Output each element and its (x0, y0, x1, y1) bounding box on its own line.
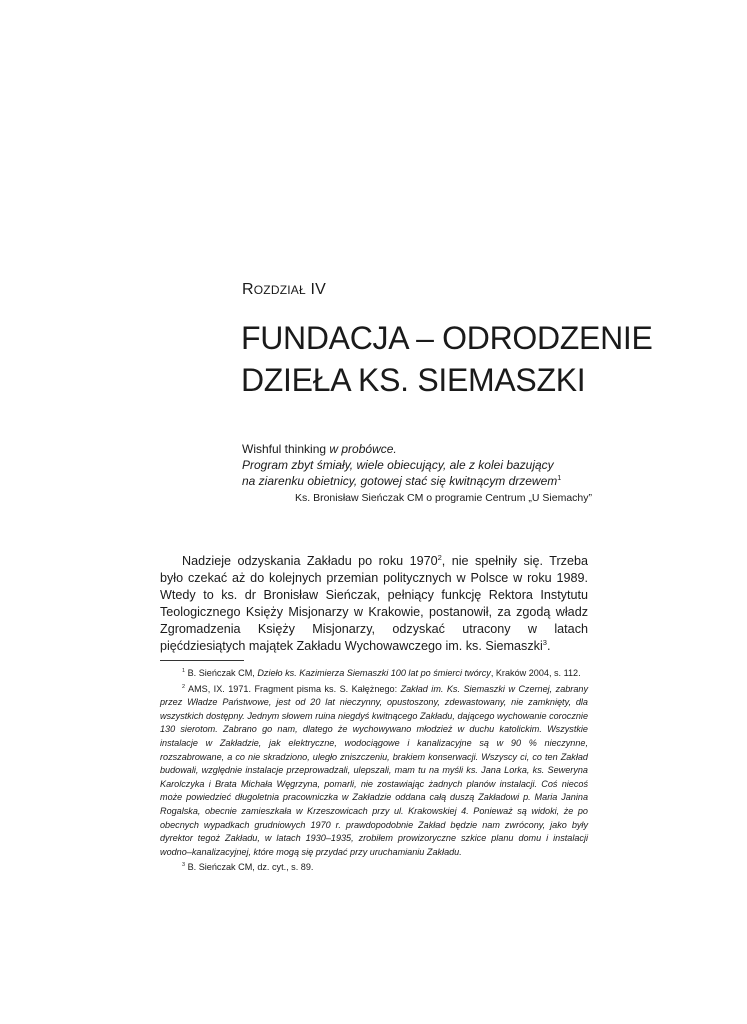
chapter-title-line-1: FUNDACJA – ODRODZENIE (241, 320, 653, 356)
epigraph-source: Ks. Bronisław Sieńczak CM o programie Centrum „U Siemachy” (294, 492, 592, 504)
footnote-1-italic: Dzieło ks. Kazimierza Siemaszki 100 lat po śmierci twórcy (257, 668, 491, 678)
footnote-1-mark: 1 (182, 667, 186, 674)
footnote-1-pre: B. Sieńczak CM, (187, 668, 258, 678)
body-part-2: , nie spełniły się. Trzeba było czekać aż do kolejnych przemian politycznych w Polsce w roku 1989. Wtedy to ks. dr Bronisław Sieńczak, pełniący funkcję Rektora Instytutu Teologicznego Księży Misjonarzy w Krakowie, postanowił, za zgodą władz Zgromadzenia Księży Misjonarzy, odzyskać utracony w latach pięćdziesiątych majątek Zakładu Wychowawczego im. ks. Siemaszki (160, 554, 588, 653)
body-part-1: Nadzieje odzyskania Zakładu po roku 1970 (182, 554, 438, 568)
footnote-ref-3[interactable]: 3 (542, 637, 547, 647)
epigraph-line-3-text: na ziarenku obietnicy, gotowej stać się kwitnącym drzewem (242, 474, 558, 488)
footnote-2-mark: 2 (182, 683, 186, 690)
footnote-1 (160, 667, 588, 681)
footnote-2-pre: AMS, IX. 1971. Fragment pisma ks. S. Kałężnego: (188, 683, 401, 694)
footnote-3-pre: B. Sieńczak CM, dz. cyt., s. 89. (187, 862, 314, 873)
chapter-label-initial: R (242, 281, 254, 298)
footnote-ref-1[interactable]: 1 (557, 473, 562, 482)
chapter-title-line-2: DZIEŁA KS. SIEMASZKI (241, 362, 586, 398)
epigraph-line-2 (242, 457, 592, 473)
chapter-label (242, 281, 326, 299)
body-text (160, 553, 588, 655)
epigraph-line-3 (242, 473, 592, 489)
footnote-2 (160, 683, 588, 860)
body-paragraph (160, 553, 588, 655)
footnote-ref-2[interactable]: 2 (437, 552, 442, 562)
footnote-3 (160, 861, 588, 875)
epigraph-line-1-italic: w probówce. (329, 442, 397, 456)
chapter-label-rest: OZDZIAŁ (253, 283, 306, 297)
epigraph (242, 441, 592, 506)
epigraph-line-1-plain: Wishful thinking (242, 442, 330, 456)
footnote-separator (160, 660, 244, 661)
footnotes (160, 667, 588, 877)
footnote-1-post: , Kraków 2004, s. 112. (490, 668, 581, 678)
epigraph-line-1 (242, 441, 592, 457)
chapter-title (241, 317, 661, 401)
footnote-2-italic: Zakład im. Ks. Siemaszki w Czernej, zabrany przez Władze Państwowe, jest od 20 lat nieczynny, opustoszony, zdewastowany, nie zamknięty, dla wszystkich dostępny. Jednym słowem ruina niegdyś kwitnącego Zakładu, dającego wychowanie corocznie 130 sierotom. Zabrano go nam, dlatego że wychowywano młodzież w duchu katolickim. Wszystkie instalacje w Zakładzie, jak elektryczne, wodociągowe i kanalizacyjne są w 90 % nieczynne, rozszabrowane, a co nie skradziono, uległo zniszczeniu, brakiem konserwacji. Wszyscy ci, co ten Zakład budowali, względnie instalacje przeprowadzali, ulepszali, mam tu na myśli ks. Jana Lorka, ks. Seweryna Karolczyka i Brata Michała Węgrzyna, pomarli, nie zostawiając żadnych planów instalacji. Coś niecoś może powiedzieć długoletnia pracowniczka w Zakładzie oddana całą duszą Zakładowi p. Maria Janina Rogalska, obecnie zamieszkała w Krzeszowicach przy ul. Krakowskiej 4. Ponieważ są widoki, że po obecnych wypadkach grudniowych 1970 r. prawdopodobnie Zakład będzie nam zwrócony, jako były dyrektor tegoż Zakładu, w latach 1930–1935, zrobiłem prowizoryczne szkice planu domu i instalacji wodno–kanalizacyjnej, które mogą się przydać przy uruchamianiu Zakładu. (160, 683, 589, 857)
epigraph-line-2-text: Program zbyt śmiały, wiele obiecujący, ale z kolei bazujący (242, 458, 554, 472)
footnote-3-mark: 3 (182, 862, 186, 869)
body-part-3: . (546, 639, 551, 653)
chapter-number: IV (310, 281, 327, 298)
